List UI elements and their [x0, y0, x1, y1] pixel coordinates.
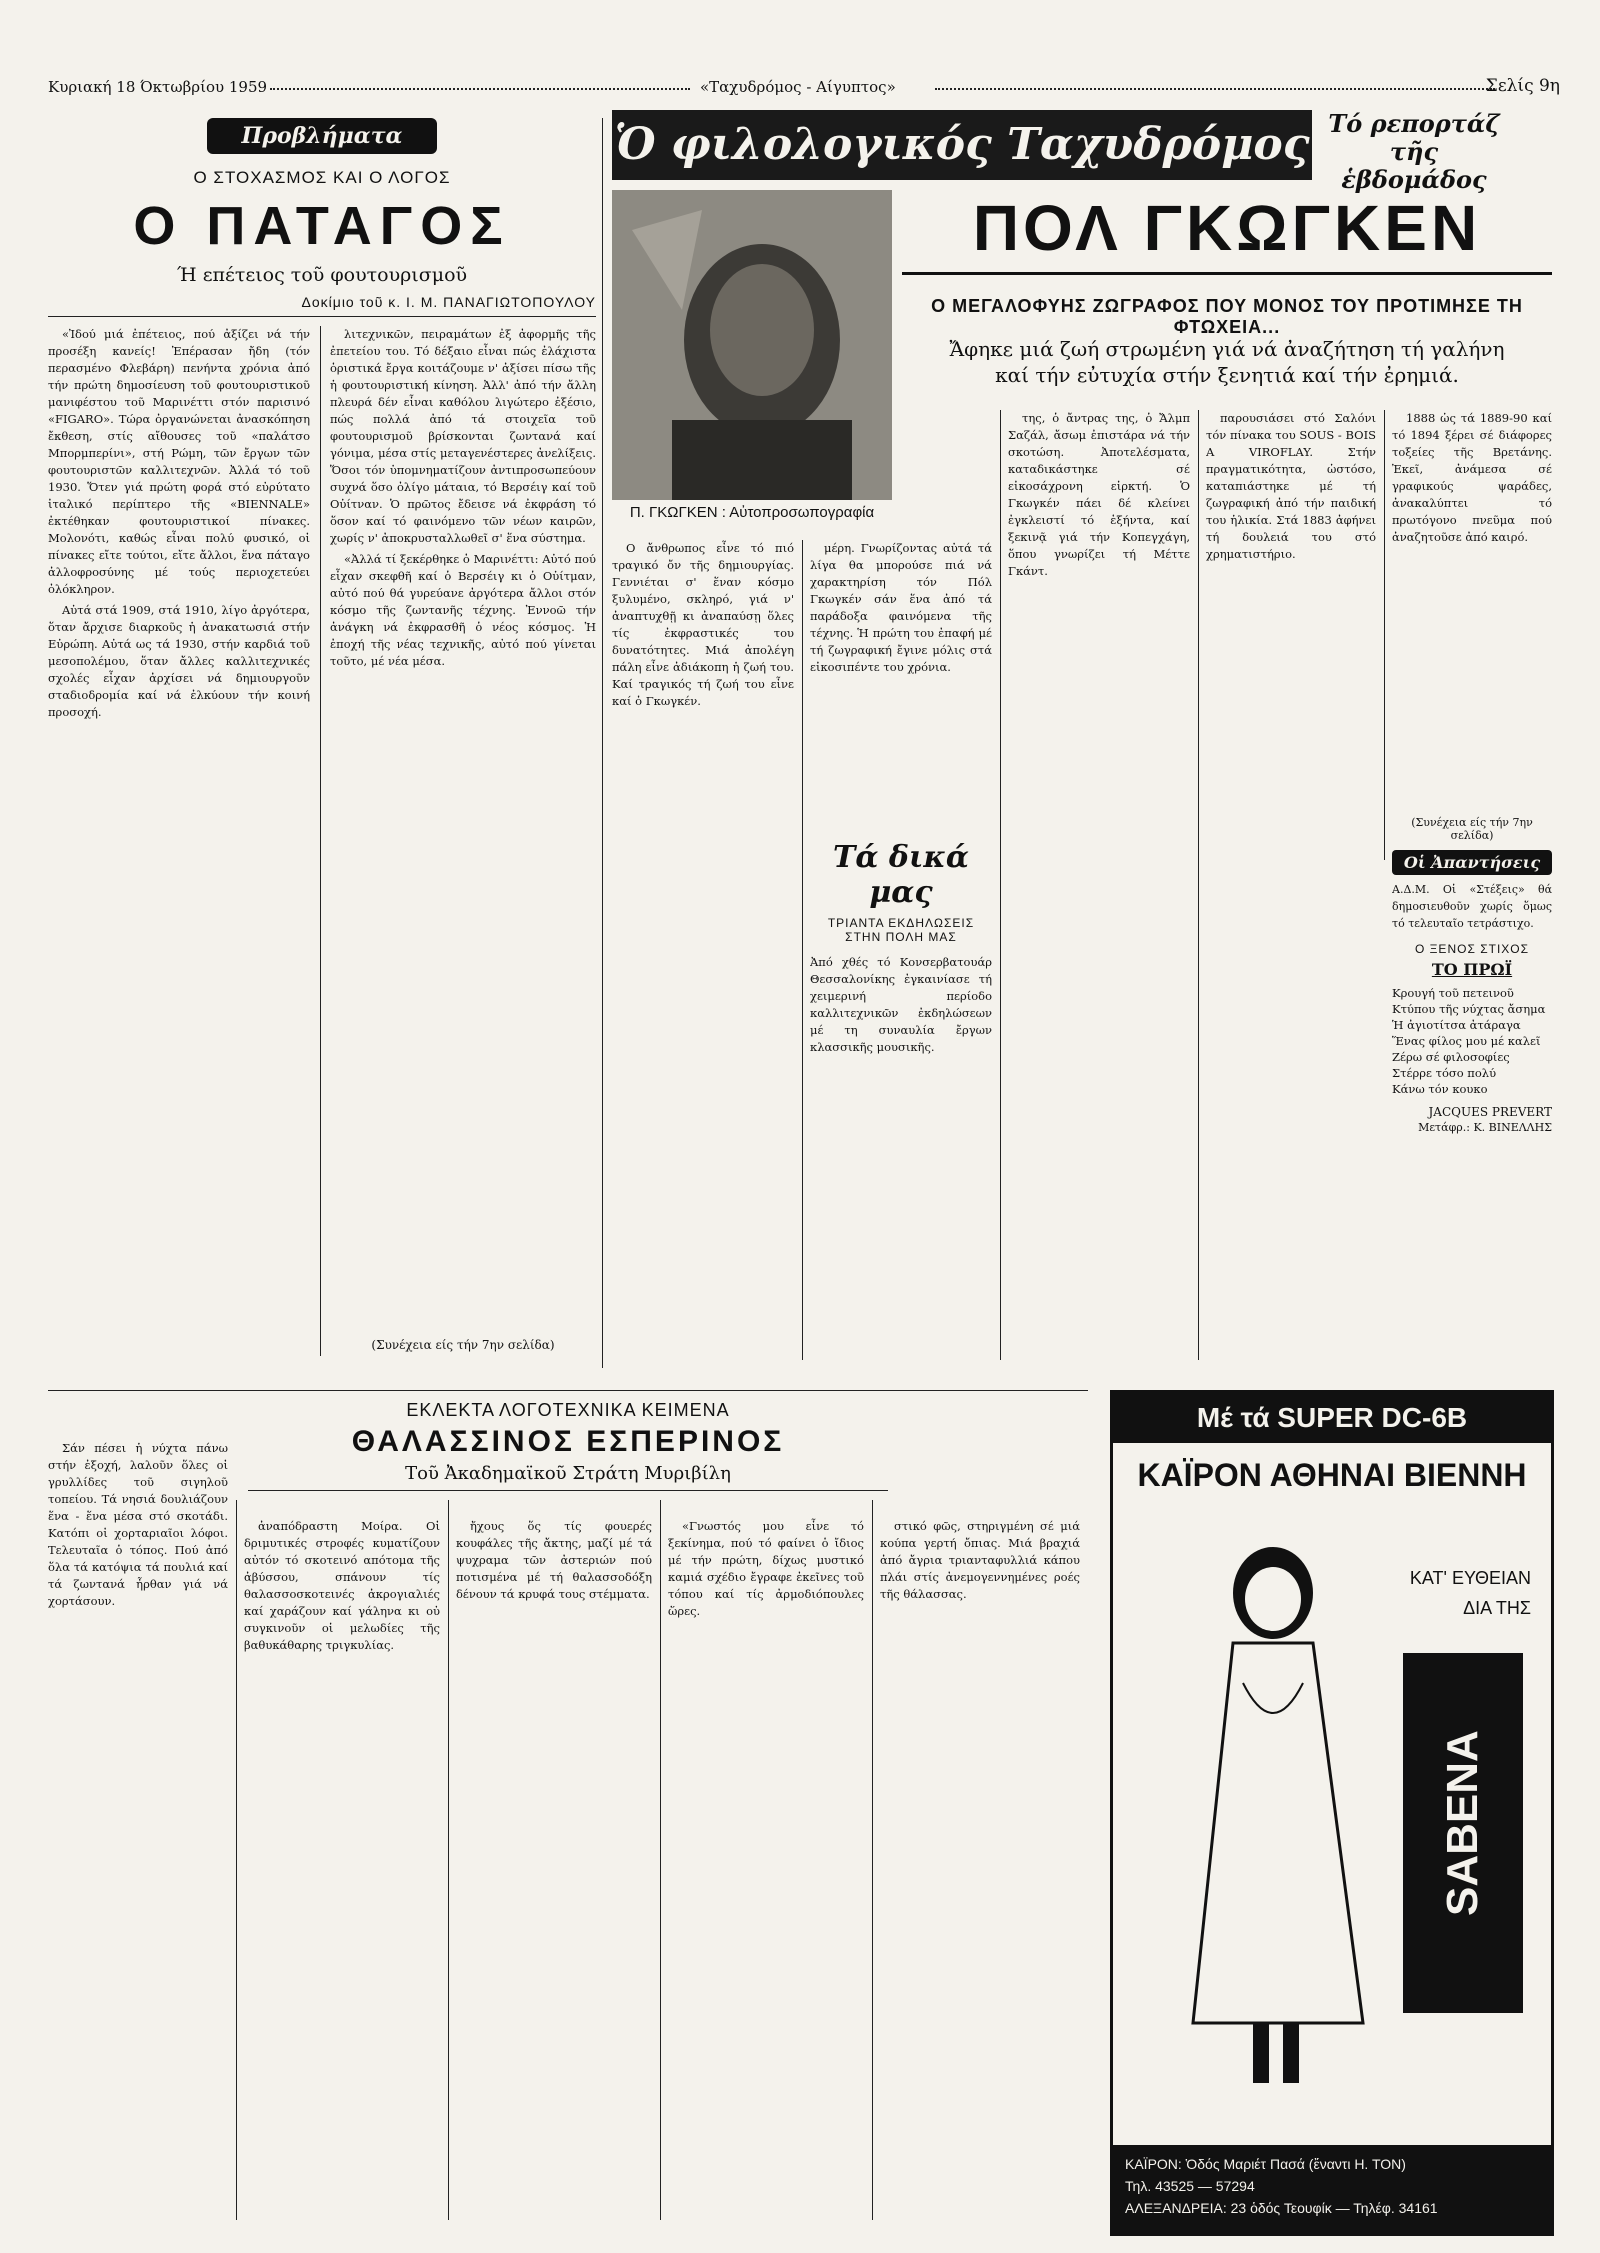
poem-line: Κρουγή τοῦ πετεινοῦ	[1392, 986, 1514, 1000]
literary-masthead: Ὁ φιλολογικός Ταχυδρόμος	[612, 110, 1312, 180]
divider	[48, 316, 596, 317]
ad-contact	[1113, 2145, 1551, 2233]
cairo-address: ΚΑΪΡΟΝ: Ὁδός Μαριέτ Πασά (ἔναντι Η. ΤΟΝ)	[1125, 2156, 1406, 2172]
portrait-illustration	[612, 190, 892, 500]
answers-box	[1392, 850, 1552, 1370]
poem-line: Κάνω τόν κουκο	[1392, 1082, 1488, 1096]
poem-line: Ἕνας φίλος μου μέ καλεῖ	[1392, 1034, 1541, 1048]
paragraph: ἀναπόδραστη Μοίρα. Οἱ δριμυτικές στροφές κυματίζουν αὐτόν τό σκοτεινό απότομα τῆς ἀβύσσου, σπάνουν τίς θαλασσοσκοτεινές ἀκρογιαλιές καί χαράζουν καί γάληνα κι οὐ συγκινοῦν οἱ μελωδίες τῆς βαθυκάθαρης τριγκυλίας.	[244, 1519, 440, 1652]
rubric-banner: Προβλήματα	[207, 118, 437, 154]
paragraph: «Γνωστός μου εἶνε τό ξεκίνημα, πού τό φαίνει ὁ ἴδιος μέ τήν πρώτη, δίχως μυστικό καμιά σχέδιο ἔγραφε ἐκεῖνες τοῦ τόπου καί τίς ἀρμοδιόπουλες ὥρες.	[668, 1519, 864, 1618]
divider	[248, 1490, 888, 1491]
story-column-3	[456, 1518, 652, 2218]
page-header	[0, 0, 1600, 96]
column-divider	[1198, 410, 1199, 1360]
poem-line: Ζέρω σέ φιλοσοφίες	[1392, 1050, 1510, 1064]
ad-headline: Μέ τά SUPER DC-6B	[1113, 1393, 1551, 1443]
continued-note: (Συνέχεια είς τήν 7ην σελίδα)	[1411, 816, 1533, 842]
title-rule	[902, 272, 1552, 275]
paragraph: μέρη. Γνωρίζοντας αὐτά τά λίγα θα μπορούσε πιά νά χαρακτηρίση τόν Πόλ Γκωγκέν σάν ἕνα ἀπό τά παράδοξα φαινόμενα τῆς τέχνης. Ἡ πρώτη του ἐπαφή μέ τή ζωγραφική ἔγινε μόλις στά εἰκοσιπέντε του χρόνια.	[810, 541, 992, 674]
paragraph: «Ἀλλά τί ξεκέρθηκε ὁ Μαρινέττι: Αὐτό πού εἶχαν σκεφθῆ καί ὁ Βερσέιγ κι ὁ Οὐίτμαν, αὐτό πού θά γυρεύανε ἀργότερα ἄλλοι στόν κόσμο τῆς ζωντανῆς τέχνης. Ἐννοῶ τήν ἀνάγκη νά ἐκφρασθῆ ὁ νέος κόσμος. Ἡ ἐποχή τῆς νέας τεχνικῆς, αὐτό πού γίνεται τοῦτο, μέ νέα μέσα.	[330, 552, 596, 668]
header-rule	[270, 88, 690, 90]
continued-note: (Συνέχεια είς τήν 7ην σελίδα)	[371, 1338, 555, 1352]
ad-via: ΔΙΑ ΤΗΣ	[1463, 1598, 1531, 1618]
poem-lines	[1392, 985, 1552, 1097]
feature-title: ΠΟΛ ΓΚΩΓΚΕΝ	[972, 192, 1482, 264]
paragraph: 1888 ὡς τά 1889-90 καί τό 1894 ξέρει σέ διάφορες τοξείες τῆς Βρετάνης. Ἐκεῖ, ἀνάμεσα σέ γραφικούς ψαράδες, ἀνακαλύπτει τό πρωτόγονο πνεῦμα πού ἀναζητοῦσε ἀπό καιρό.	[1392, 411, 1552, 544]
box-body: Ἀπό χθές τό Κονσερβατουάρ Θεσσαλονίκης ἐγκαινίασε τή χειμερινή περίοδο καλλιτεχνικῶν ἐκδηλώσεων μέ τη συναυλία ἔργων κλασσικῆς μουσικῆς.	[810, 955, 992, 1054]
issue-date: Κυριακή 18 Όκτωβρίου 1959	[48, 78, 268, 96]
answers-intro: Α.Δ.Μ. Οἱ «Στέξεις» θά δημοσιευθοῦν χωρίς ὅμως τό τελευταῖο τετράστιχο.	[1392, 883, 1552, 930]
story-column-4	[668, 1518, 864, 2218]
story-title: ΘΑΛΑΣΣΙΝΟΣ ΕΣΠΕΡΙΝΟΣ	[351, 1425, 785, 1458]
paragraph: παρουσιάσει στό Σαλόνι τόν πίνακα του SOUS - BOIS A VIROFLAY. Στήν πραγματικότητα, ὡστόσο, καταπιάστηκε μέ τή ζωγραφική ἀπό τήν παιδική του ἡλικία. Στά 1883 ἀφήνει τή δουλειά του στό χρηματιστήριο.	[1206, 411, 1376, 561]
column-divider	[320, 326, 321, 1356]
article-column-1	[48, 326, 310, 1356]
poem-translator: Μετάφρ.: Κ. ΒΙΝΕΛΛΗΣ	[1418, 1121, 1552, 1134]
poem-line: Ἡ ἀγιοτίτσα ἀτάραγα	[1392, 1018, 1521, 1032]
poem-kicker: Ο ΞΕΝΟΣ ΣΤΙΧΟΣ	[1414, 942, 1530, 956]
paragraph: της, ὁ ἄντρας της, ὁ Ἄλμπ Σαζάλ, ἄσωμ ἐπιστάρα νά τήν σκοτώση. Ἀποτελέσματα, καταδικάστηκε σέ εἰκοσάχρονη εἰρκτή. Ὁ Γκωγκέν πάει δέ κλείνει ἐγκλειστί τό ἑξήντα, καί ξεκινᾷ γιά τήν Κοπεγχάγη, ὅπου γνωρίζει τή Μέττε Γκάντ.	[1008, 411, 1190, 578]
alexandria-address: ΑΛΕΞΑΝΔΡΕΙΑ: 23 ὁδός Τεουφίκ — Τηλέφ. 34161	[1125, 2200, 1438, 2216]
paragraph: Αὐτά στά 1909, στά 1910, λίγο ἀργότερα, ὅταν ἄρχισε διαρκοῦς ἡ ἀνακατωσιά στήν Εὐρώπη. Αὐτά ως τά 1930, στήν καρδιά τοῦ μεσοπολέμου, ὅταν ἄλλες καλλιτεχνικές σχολές εἶχαν ἀρχίσει νά δημιουργοῦν σταδιοδρομία καί νά ἐλκύουν τήν κοινή προσοχή.	[48, 603, 310, 719]
feature-column-b	[810, 540, 992, 830]
portrait-photo	[612, 190, 892, 500]
story-byline: Τοῦ Ἀκαδημαϊκοῦ Στράτη Μυριβίλη	[405, 1463, 731, 1484]
page-column-divider	[602, 118, 603, 1368]
brand-name: SABENA	[1438, 1730, 1487, 1916]
story-column-1	[48, 1440, 228, 2220]
feature-column-d	[1206, 410, 1376, 1360]
paragraph: Ο ἄνθρωπος εἶνε τό πιό τραγικό ὄν τῆς δημιουργίας. Γεννιέται σ' ἕναν κόσμο ξυλυμένο, σκληρό, γιά ν' ἀναπτυχθῇ κι ἀναπαύσῃ ὅλες τίς ἐκφραστικές του δυνατότητες. Μιά ἀπολέγη πάλη εἶνε ἀδιάκοπη ἡ ζωή του. Καί τραγικός τή ζωή του εἶνε καί ὁ Γκωγκέν.	[612, 541, 794, 708]
poem-line: Κτύπου τῆς νύχτας ἄσημα	[1392, 1002, 1546, 1016]
poem-title: ΤΟ ΠΡΩΪ	[1431, 960, 1513, 979]
subheading-line: καί τήν εὐτυχία στήν ξενητιά καί τήν ἐρημιά.	[995, 363, 1459, 387]
sabena-advertisement	[1110, 1390, 1554, 2236]
ad-route: ΚΑΪΡΟΝ ΑΘΗΝΑΙ ΒΙΕΝΝΗ	[1137, 1457, 1527, 1493]
box-subtitle: ΤΡΙΑΝΤΑ ΕΚΔΗΛΩΣΕΙΣ ΣΤΗΝ ΠΟΛΗ ΜΑΣ	[827, 916, 975, 944]
photo-caption: Π. ΓΚΩΓΚΕΝ : Αὐτοπροσωπογραφία	[629, 504, 875, 521]
column-divider	[872, 1500, 873, 2220]
feature-column-c	[1008, 410, 1190, 1360]
paragraph: στικό φῶς, στηριγμένη σέ μιά κούπα γερτή ὄπιας. Μιά βραχιά ἀπό ἄγρια τριανταφυλλιά κάπου πλάι στίς ἀνεμογεννημένες ροές τῆς θάλασσας.	[880, 1519, 1080, 1601]
answers-rubric: Οἱ Ἀπαντήσεις	[1392, 850, 1552, 875]
column-divider	[1384, 410, 1385, 860]
story-column-5	[880, 1518, 1080, 2218]
article-column-2	[330, 326, 596, 1336]
paragraph: «Ἰδού μιά ἐπέτειος, πού ἀξίζει νά τήν προσέξη κανείς! Ἐπέρασαν ἤδη (τόν περασμένο Φλεβάρη) πενήντα χρόνια ἀπό τήν πρώτη δημοσίευση τοῦ φουτουριστικοῦ μανιφέστου τοῦ Μαρινέττι στόν παρισινό «FIGARO». Τώρα ὀργανώνεται ἀνασκόπηση ἔκθεση, στίς αἴθουσες τοῦ «παλάτσο Μπορμπερίνι», στή Ρώμη, τῶν ἔργων τῶν φουτουριστῶν καλλιτεχνῶν. Ἀλλά τό τοῦ 1930. Ὅτεν γιά πρώτη φορά στό εὐρύτατο ἰταλικό περίπτερο τῆς «BIENNALE» ἐκτέθηκαν φουτουριστικοί πίνακες. Μολονότι, καθώς εἶναι πολύ φυσικό, οἱ πίνακες εἴτε τούτοι, εἴτε ἄλλοι, ἕνα πάταγο ἀλλοφροσύνης μέ τούς περιοχετεύει ὀλόκληρον.	[48, 327, 310, 596]
brand-panel	[1403, 1653, 1523, 2013]
feature-subheading	[902, 336, 1552, 388]
stewardess-illustration	[1133, 1503, 1393, 2103]
article-title: Ο ΠΑΤΑΓΟΣ	[133, 196, 511, 256]
feature-column-e	[1392, 410, 1552, 810]
paragraph: Σάν πέσει ἡ νύχτα πάνω στήν ἐξοχή, λαλοῦν ὅλες οἱ γρυλλίδες τοῦ σιγηλοῦ τοπείου. Τά νησιά δουλιάζουν ἕνα - ἕνα μέσα στό σκοτάδι. Κατόπι οἱ χορταριαῖοι λόφοι. Τελευταῖα ὁ τόπος. Πού ἀπό ὅλα τά κατόψια τά πουλιά καί τά ζωντανά ἦρθαν γιά νά χορτάσουν.	[48, 1441, 228, 1608]
masthead-text: «Ταχυδρόμος - Αίγυπτος»	[700, 78, 896, 96]
article-subtitle: Ή επέτειος τοῦ φουτουρισμοῦ	[176, 264, 468, 286]
cairo-phone: Τηλ. 43525 — 57294	[1125, 2178, 1255, 2194]
left-article	[48, 118, 596, 1368]
poem-author: JACQUES PREVERT	[1428, 1105, 1552, 1119]
section-divider	[48, 1390, 1088, 1391]
local-events-box	[810, 840, 992, 1054]
column-divider	[448, 1500, 449, 2220]
story-column-2	[244, 1518, 440, 2218]
subheading-line: Ἄφηκε μιά ζωή στρωμένη γιά νά ἀναζήτηση τή γαλήνη	[949, 337, 1505, 361]
column-divider	[236, 1500, 237, 2220]
column-divider	[1000, 410, 1001, 1360]
header-rule	[935, 88, 1495, 90]
feature-deck: Ο ΜΕΓΑΛΟΦΥΗΣ ΖΩΓΡΑΦΟΣ ΠΟΥ ΜΟΝΟΣ ΤΟΥ ΠΡΟΤΙΜΗΣΕ ΤΗ ΦΤΩΧΕΙΑ...	[931, 296, 1523, 337]
feature-article	[612, 110, 1552, 1370]
article-kicker: Ο ΣΤΟΧΑΣΜΟΣ ΚΑΙ Ο ΛΟΓΟΣ	[193, 168, 451, 187]
box-title: Τά δικά μας	[833, 840, 969, 910]
paragraph: ἤχους ὅς τίς φουερές κουφάλες τῆς ἄκτης, μαζί μέ τά ψυχραμα τῶν ἀστεριών πού ποτισμένα μέ τή θαλασσοδόξη δένουν τά κρυφά τους στέμματα.	[456, 1519, 652, 1601]
column-divider	[802, 540, 803, 1360]
ad-tagline	[1410, 1563, 1531, 1623]
paragraph: λιτεχνικῶν, πειραμάτων ἐξ ἀφορμῆς τῆς ἐπετείου του. Τό δέξαιο εἶναι πώς ἐλάχιστα ὁριστικά ἔργα κοιτάζουμε ν' ἀξίσει πίσω τῆς ἡ φουτουριστική κίνηση. Ἀλλ' ἀπό τήν ἄλλη πλευρά δέν εἶναι καθόλου λιγώτερο ἐξέσιο, πώς πολλά ἀπό τά στοιχεῖα τοῦ φουτουρισμοῦ βρίσκονται ζωντανά καί γόνιμα, μέσα στίς μεταγενέστερες ἀνελίξεις. Ὅσοι τόν ὑπομνηματίζουν ἀντιπροσωπεύουν συχνά ὅσο ὀλίγο μάταια, τό Βερσέιγ καί τοῦ Οὐίτναν. Ὁ πρῶτος ἔδεισε νά ἐκφράση τό ὅσον καί τό φαινόμενο τῶν νέων καιρῶν, χωρίς ν' ἀποκρυσταλλωθεῖ σ' ἕνα σύστημα.	[330, 327, 596, 545]
story-section	[48, 1400, 1088, 2230]
article-byline: Δοκίμιο τοῦ κ. Ι. Μ. ΠΑΝΑΓΙΩΤΟΠΟΥΛΟΥ	[301, 294, 596, 310]
ad-direct: ΚΑΤ' ΕΥΘΕΙΑΝ	[1409, 1568, 1531, 1588]
column-divider	[660, 1500, 661, 2220]
story-section-label: ΕΚΛΕΚΤΑ ΛΟΓΟΤΕΧΝΙΚΑ ΚΕΙΜΕΝΑ	[406, 1400, 730, 1420]
weekly-badge: Τό ρεπορτάζ τῆς ἑβδομάδος	[1328, 109, 1500, 194]
poem-line: Στέρρε τόσο πολύ	[1392, 1066, 1497, 1080]
feature-column-a	[612, 540, 794, 1360]
page-number: Σελίς 9η	[1485, 76, 1560, 96]
